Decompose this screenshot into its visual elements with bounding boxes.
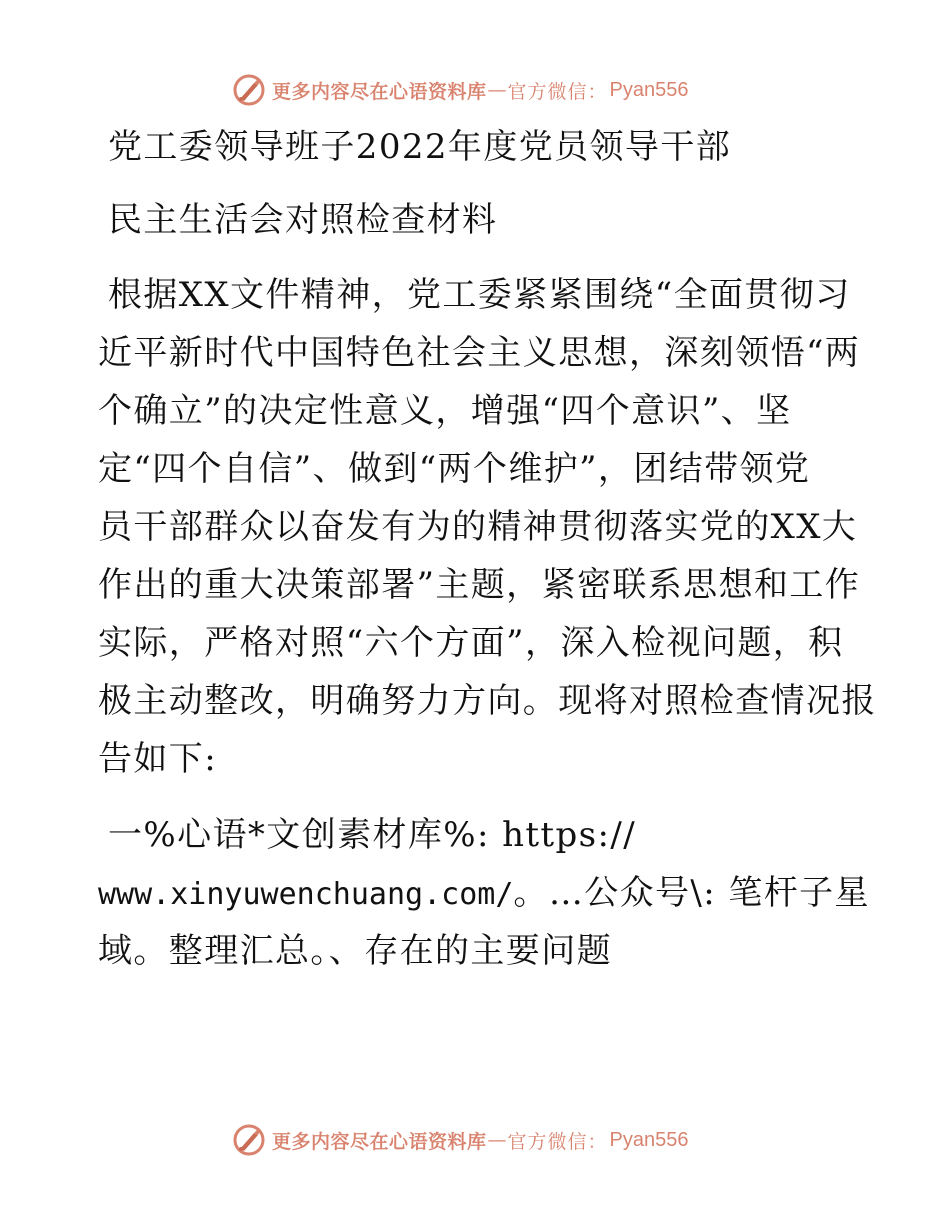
body-line: 告如下: [98,739,218,779]
body-line: 员干部群众以奋发有为的精神贯彻落实党的XX大 [98,507,858,547]
body-line: 实际，严格对照“六个方面”，深入检视问题，积 [98,623,844,663]
watermark-wechat-id: Pyan556 [609,1128,689,1151]
document-title-line-2: 民主生活会对照检查材料 [108,200,498,240]
watermark-title: 更多内容尽在心语资料库 [272,1130,487,1153]
body-line: 定“四个自信”、做到“两个维护”，团结带领党 [98,449,811,489]
body-line: 根据XX文件精神，党工委紧紧围绕“全面贯彻习 [108,275,851,315]
header-watermark [232,70,689,110]
watermark-dash: — [487,1129,507,1151]
section-line-3: 域。整理汇总。、存在的主要问题 [98,931,612,971]
pen-logo-icon [232,73,266,107]
document-title-line-1: 党工委领导班子2022年度党员领导干部 [108,127,732,167]
body-line: 个确立”的决定性意义，增强“四个意识”、坚 [98,391,792,431]
watermark-wechat-label: 官方微信： [507,1130,608,1153]
body-line: 极主动整改，明确努力方向。现将对照检查情况报 [98,681,877,721]
watermark-title: 更多内容尽在心语资料库 [272,80,487,103]
section-line-1: 一%心语*文创素材库%: https:// [108,815,637,855]
section-line-2-rest: 。…公众号\: 笔杆子星 [513,873,870,913]
watermark-dash: — [487,79,507,101]
watermark-wechat-id: Pyan556 [609,78,689,101]
body-line: 近平新时代中国特色社会主义思想，深刻领悟“两 [98,333,861,373]
body-line: 作出的重大决策部署”主题，紧密联系思想和工作 [98,565,861,605]
section-url: www.xinyuwenchuang.com/ [98,877,514,912]
section-line-2 [98,873,870,915]
footer-watermark [232,1120,689,1160]
watermark-wechat-label: 官方微信： [507,80,608,103]
pen-logo-icon [232,1123,266,1157]
